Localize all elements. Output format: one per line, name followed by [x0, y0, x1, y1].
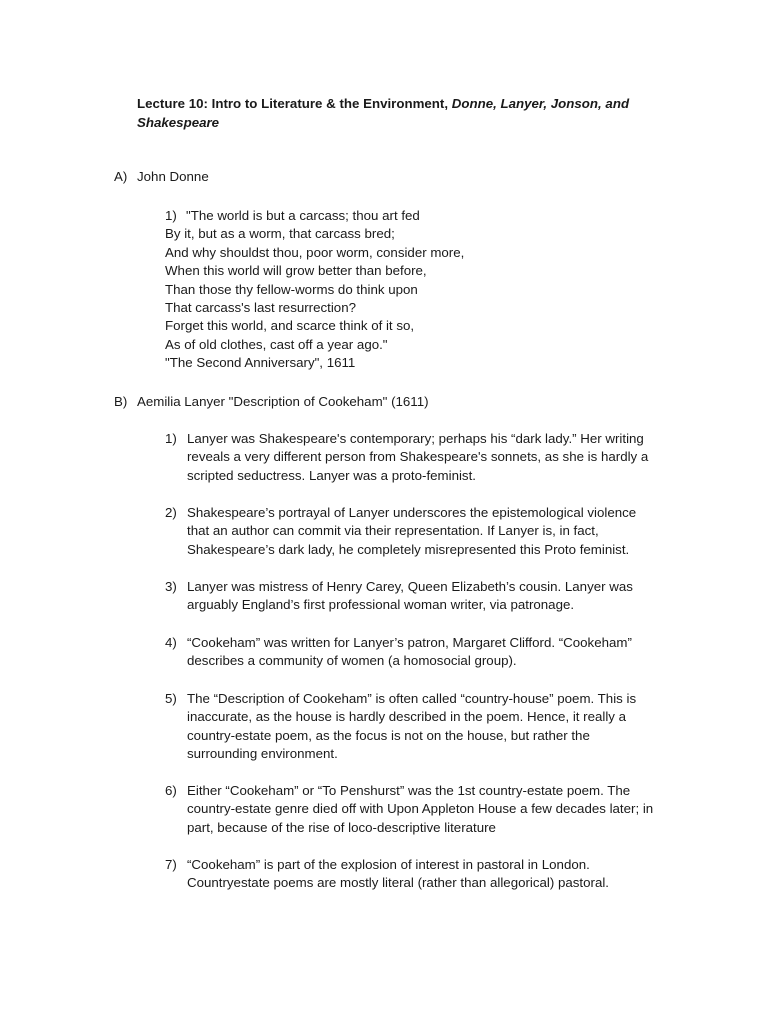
section-title: Aemilia Lanyer "Description of Cookeham" (1611): [137, 394, 429, 409]
item-line: inaccurate, as the house is hardly described in the poem. Hence, it really a: [187, 709, 627, 725]
poem-line: Than those thy fellow-worms do think upon: [165, 281, 418, 297]
item-line: Shakespeare’s dark lady, he completely misrepresented this Proto feminist.: [187, 541, 630, 557]
list-number: 6): [165, 783, 177, 798]
list-item: [165, 504, 675, 559]
item-line: scripted seductress. Lanyer was a proto-feminist.: [187, 467, 476, 483]
poem-line: That carcass's last resurrection?: [165, 299, 356, 315]
section-letter: A): [114, 169, 128, 184]
list-item: [165, 578, 675, 615]
section-heading-donne: [114, 168, 209, 186]
item-line: Lanyer was mistress of Henry Carey, Queen Elizabeth’s cousin. Lanyer was: [187, 579, 633, 594]
list-number: 1): [165, 208, 177, 223]
list-number: 2): [165, 505, 177, 520]
list-item: [165, 634, 675, 671]
item-line: Countryestate poems are mostly literal (rather than allegorical) pastoral.: [187, 875, 609, 891]
item-line: reveals a very different person from Shakespeare's sonnets, as she is hardly a: [187, 449, 649, 465]
title-plain: Lecture 10: Intro to Literature & the Environment,: [137, 96, 449, 111]
poem-line: By it, but as a worm, that carcass bred;: [165, 226, 395, 242]
section-letter: B): [114, 394, 128, 409]
item-line: arguably England’s first professional woman writer, via patronage.: [187, 597, 575, 613]
list-number: 4): [165, 635, 177, 650]
item-line: surrounding environment.: [187, 746, 338, 762]
list-item: [165, 690, 675, 764]
list-number: 7): [165, 857, 177, 872]
list-item: [165, 856, 675, 893]
poem-line: As of old clothes, cast off a year ago.": [165, 336, 388, 352]
list-number: 3): [165, 579, 177, 594]
item-line: The “Description of Cookeham” is often called “country-house” poem. This is: [187, 691, 637, 706]
lecture-title: [137, 95, 657, 132]
item-line: Lanyer was Shakespeare's contemporary; perhaps his “dark lady.” Her writing: [187, 431, 644, 446]
item-line: Either “Cookeham” or “To Penshurst” was the 1st country-estate poem. The: [187, 783, 631, 798]
item-line: part, because of the rise of loco-descriptive literature: [187, 819, 496, 835]
item-line: country-estate poem, as the focus is not on the house, but rather the: [187, 727, 590, 743]
section-title: John Donne: [137, 169, 209, 184]
poem-line: And why shouldst thou, poor worm, consider more,: [165, 244, 465, 260]
title-italic-shakespeare: Shakespeare: [137, 114, 220, 130]
item-line: Shakespeare’s portrayal of Lanyer underscores the epistemological violence: [187, 505, 637, 520]
item-line: describes a community of women (a homosocial group).: [187, 653, 517, 669]
list-number: 5): [165, 691, 177, 706]
item-line: “Cookeham” is part of the explosion of interest in pastoral in London.: [187, 857, 590, 872]
item-line: that an author can commit via their representation. If Lanyer is, in fact,: [187, 523, 599, 539]
list-item: [165, 782, 675, 837]
poem-line: 1) "The world is but a carcass; thou art fed: [165, 207, 585, 225]
poem-citation: "The Second Anniversary", 1611: [165, 355, 356, 371]
section-heading-lanyer: [114, 393, 429, 411]
donne-poem-quote: [165, 207, 585, 373]
poem-line: When this world will grow better than before,: [165, 263, 427, 279]
item-line: country-estate genre died off with Upon Appleton House a few decades later; in: [187, 801, 654, 817]
list-number: 1): [165, 431, 177, 446]
list-item: [165, 430, 675, 485]
poem-line: Forget this world, and scarce think of it so,: [165, 318, 415, 334]
title-italic-authors: Donne, Lanyer, Jonson, and: [451, 96, 630, 111]
item-line: “Cookeham” was written for Lanyer’s patron, Margaret Clifford. “Cookeham”: [187, 635, 632, 650]
